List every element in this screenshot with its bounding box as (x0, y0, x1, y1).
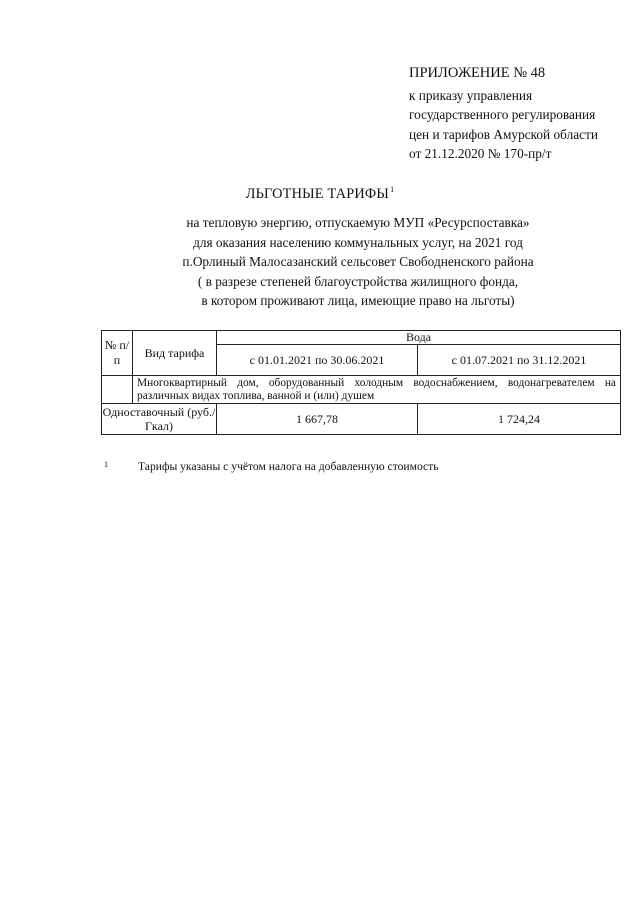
appendix-line: цен и тарифов Амурской области (409, 126, 598, 142)
footnote-text: Тарифы указаны с учётом налога на добавленную стоимость (138, 460, 439, 473)
tariff-table (101, 330, 621, 435)
header-water: Вода (217, 331, 621, 345)
rate-type-label: Одноставочный (руб./Гкал) (102, 405, 216, 433)
category-description: Многоквартирный дом, оборудованный холодным водоснабжением, водонагревателем на различных видах топлива, ванной и (или) душем (133, 376, 621, 404)
footnote (104, 460, 439, 473)
appendix-line: от 21.12.2020 № 170-пр/т (409, 146, 552, 161)
appendix-header (409, 64, 637, 164)
header-tariff-kind: Вид тарифа (133, 331, 217, 376)
appendix-line: к приказу управления (409, 87, 533, 103)
document-title (0, 185, 640, 203)
header-number: № п/п (102, 331, 133, 376)
subtitle-line: на тепловую энергию, отпускаемую МУП «Ресурспоставка» (186, 215, 530, 230)
footnote-mark: 1 (104, 460, 108, 469)
rate-value-period-1: 1 667,78 (217, 404, 418, 435)
subtitle-line: п.Орлиный Малосазанский сельсовет Свободненского района (182, 254, 534, 270)
header-period-2: с 01.07.2021 по 31.12.2021 (418, 345, 621, 376)
header-period-1: с 01.01.2021 по 30.06.2021 (217, 345, 418, 376)
category-number-cell (102, 376, 133, 404)
document-subtitle (0, 213, 640, 311)
subtitle-line: ( в разрезе степеней благоустройства жилищного фонда, (197, 273, 519, 289)
title-text: ЛЬГОТНЫЕ ТАРИФЫ (245, 186, 390, 202)
subtitle-line: для оказания населению коммунальных услуг, на 2021 год (193, 234, 523, 250)
subtitle-line: в котором проживают лица, имеющие право на льготы) (201, 293, 515, 309)
appendix-number: ПРИЛОЖЕНИЕ № 48 (409, 65, 546, 81)
rate-value-period-2: 1 724,24 (418, 404, 621, 435)
title-footnote-ref: 1 (390, 185, 395, 194)
appendix-line: государственного регулирования (409, 107, 596, 122)
